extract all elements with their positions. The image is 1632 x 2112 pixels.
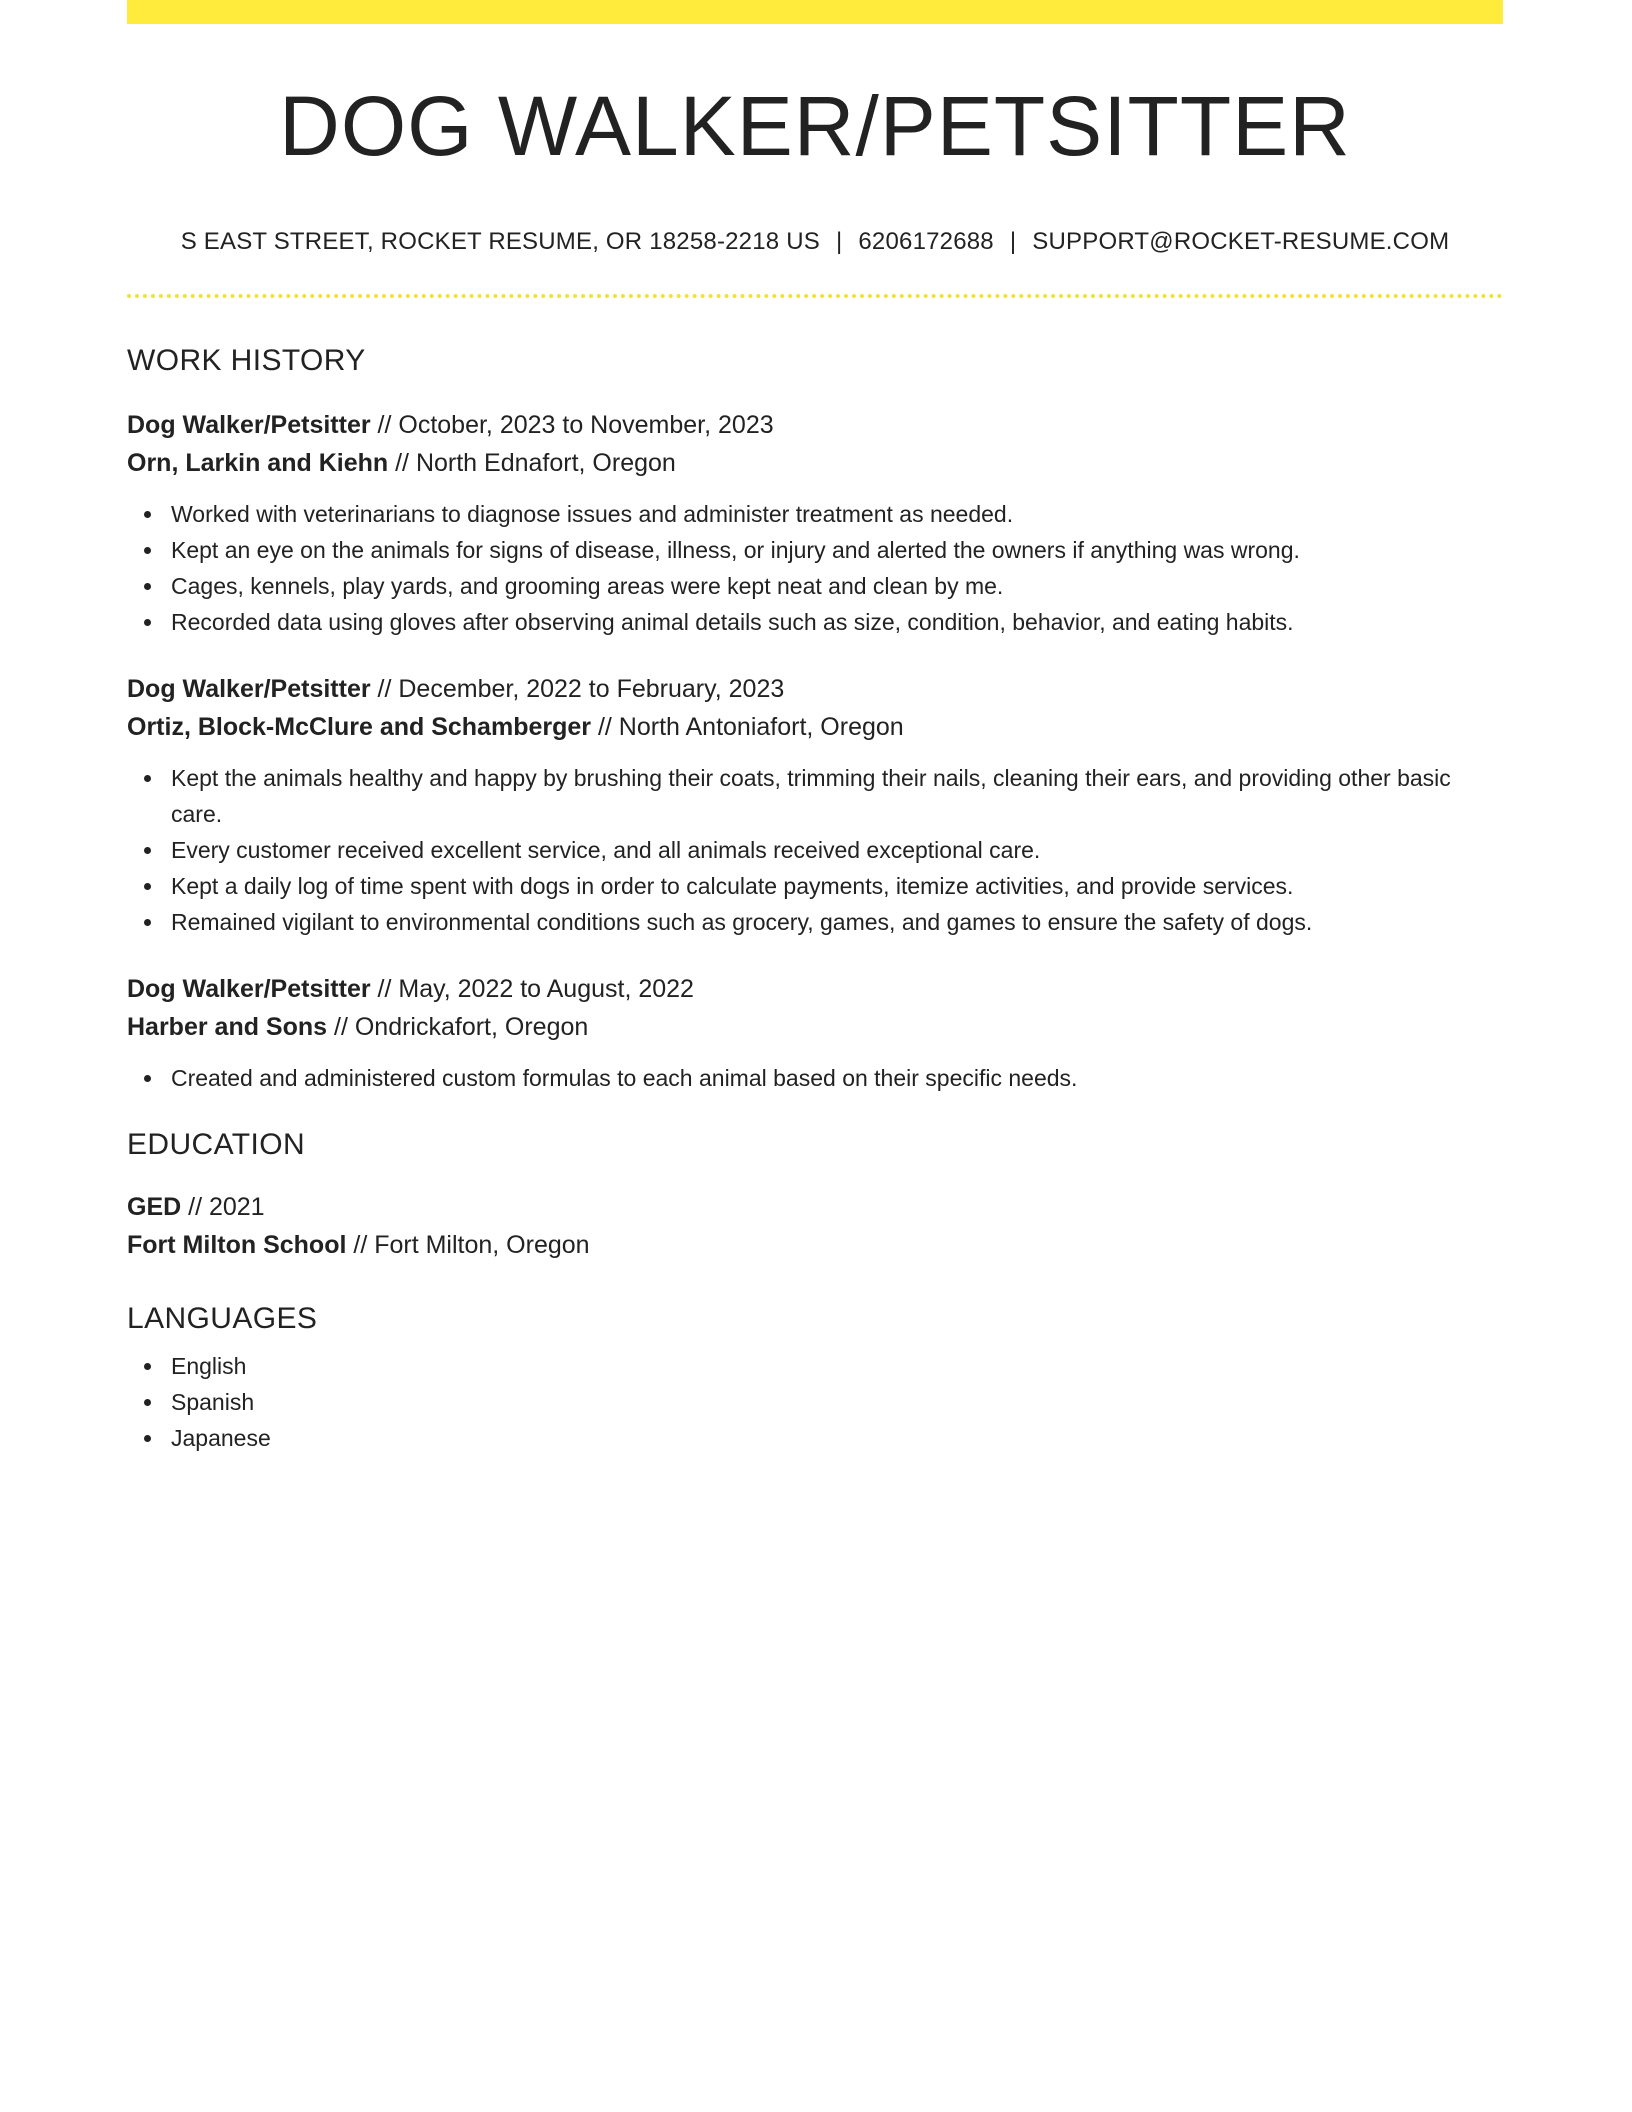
job-role: Dog Walker/Petsitter xyxy=(127,975,371,1003)
language-item: Spanish xyxy=(171,1384,1503,1420)
job-company-line xyxy=(127,1008,1503,1046)
section-title-education: EDUCATION xyxy=(127,1128,306,1161)
header-divider xyxy=(127,294,1503,298)
education-location: // Fort Milton, Oregon xyxy=(346,1231,590,1259)
job-company: Harber and Sons xyxy=(127,1013,328,1041)
education-entry xyxy=(127,1188,1503,1264)
education-school: Fort Milton School xyxy=(127,1231,347,1259)
job-bullet: Every customer received excellent service, and all animals received exceptional care. xyxy=(171,832,1503,868)
job-bullet: Remained vigilant to environmental conditions such as grocery, games, and games to ensure the safety of dogs. xyxy=(171,904,1503,940)
job-entry xyxy=(127,970,1503,1096)
job-role: Dog Walker/Petsitter xyxy=(127,675,371,703)
education-school-line xyxy=(127,1226,1503,1264)
languages-section xyxy=(127,1304,1503,1456)
job-company-line xyxy=(127,444,1503,482)
job-location: // North Ednafort, Oregon xyxy=(388,449,676,477)
job-bullet: Recorded data using gloves after observing animal details such as size, condition, behavior, and eating habits. xyxy=(171,604,1503,640)
language-list xyxy=(127,1348,1503,1456)
job-location: // Ondrickafort, Oregon xyxy=(327,1013,589,1041)
resume-name: DOG WALKER/PETSITTER xyxy=(279,79,1351,173)
job-dates: // May, 2022 to August, 2022 xyxy=(370,975,694,1003)
job-bullet: Kept an eye on the animals for signs of disease, illness, or injury and alerted the owners if anything was wrong. xyxy=(171,532,1503,568)
job-dates: // December, 2022 to February, 2023 xyxy=(370,675,785,703)
resume-page xyxy=(127,0,1503,1456)
education-degree: GED xyxy=(127,1193,182,1221)
job-bullet: Kept a daily log of time spent with dogs in order to calculate payments, itemize activities, and provide services. xyxy=(171,868,1503,904)
job-bullets xyxy=(127,1060,1503,1096)
job-title-line xyxy=(127,406,1503,444)
contact-phone: 6206172688 xyxy=(858,228,994,255)
job-dates: // October, 2023 to November, 2023 xyxy=(370,411,774,439)
job-company: Orn, Larkin and Kiehn xyxy=(127,449,389,477)
language-item: English xyxy=(171,1348,1503,1384)
section-title-languages: LANGUAGES xyxy=(127,1302,318,1335)
education-section xyxy=(127,1130,1503,1264)
contact-address: S EAST STREET, ROCKET RESUME, OR 18258-2218 US xyxy=(180,228,820,255)
contact-separator: | xyxy=(835,228,843,255)
contact-separator: | xyxy=(1009,228,1017,255)
section-title-work-history: WORK HISTORY xyxy=(127,344,366,377)
job-entry xyxy=(127,406,1503,640)
job-title-line xyxy=(127,970,1503,1008)
contact-email: SUPPORT@ROCKET-RESUME.COM xyxy=(1032,228,1450,255)
job-company: Ortiz, Block-McClure and Schamberger xyxy=(127,713,592,741)
contact-line xyxy=(127,230,1503,254)
work-history-section xyxy=(127,346,1503,1096)
job-bullet: Created and administered custom formulas to each animal based on their specific needs. xyxy=(171,1060,1503,1096)
job-bullet: Kept the animals healthy and happy by brushing their coats, trimming their nails, cleaning their ears, and providing other basic care. xyxy=(171,760,1503,832)
job-bullets xyxy=(127,496,1503,640)
job-location: // North Antoniafort, Oregon xyxy=(591,713,904,741)
job-bullet: Worked with veterinarians to diagnose issues and administer treatment as needed. xyxy=(171,496,1503,532)
accent-bar xyxy=(127,0,1503,24)
job-entry xyxy=(127,670,1503,940)
job-bullet: Cages, kennels, play yards, and grooming areas were kept neat and clean by me. xyxy=(171,568,1503,604)
job-title-line xyxy=(127,670,1503,708)
job-company-line xyxy=(127,708,1503,746)
job-bullets xyxy=(127,760,1503,940)
education-year: // 2021 xyxy=(181,1193,265,1221)
education-degree-line xyxy=(127,1188,1503,1226)
job-role: Dog Walker/Petsitter xyxy=(127,411,371,439)
language-item: Japanese xyxy=(171,1420,1503,1456)
